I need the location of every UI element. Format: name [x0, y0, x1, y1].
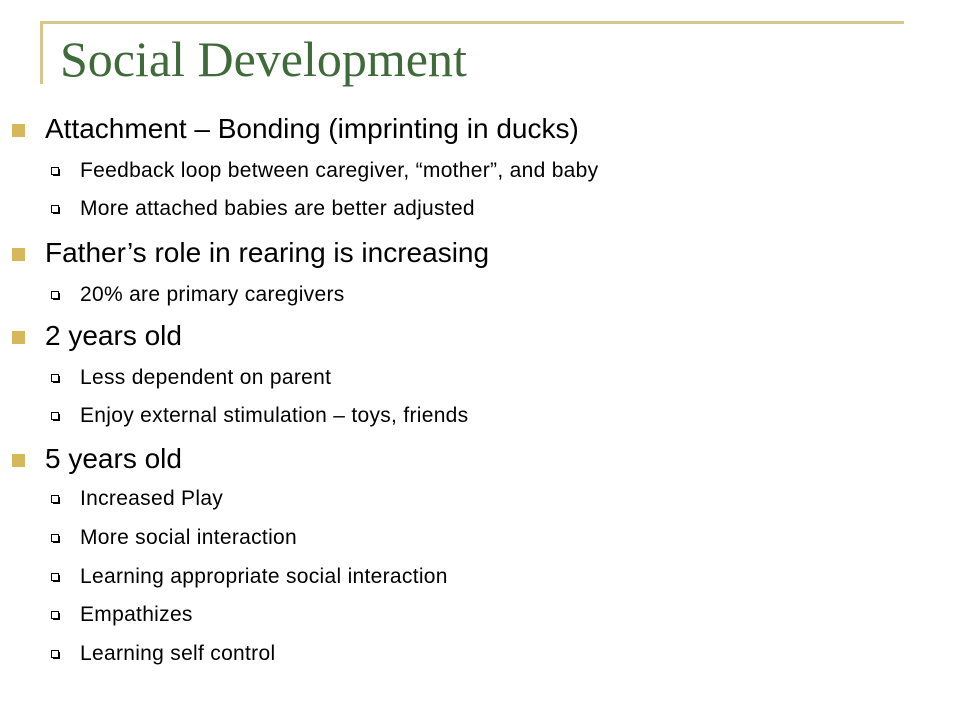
sub-bullet-item	[80, 486, 223, 512]
sub-bullet-item-text: Increased Play	[80, 487, 224, 510]
hollow-square-bullet-icon	[51, 205, 59, 213]
hollow-square-bullet-icon	[51, 291, 59, 299]
hollow-square-bullet-icon	[51, 495, 59, 503]
sub-bullet-item	[80, 282, 345, 308]
sub-bullet-item	[80, 158, 598, 184]
hollow-square-bullet-icon	[51, 573, 59, 581]
bullet-item-text: Attachment – Bonding (imprinting in ducks)	[45, 113, 579, 144]
bullet-item	[45, 442, 182, 476]
hollow-square-bullet-icon	[51, 611, 59, 619]
hollow-square-bullet-icon	[51, 650, 59, 658]
sub-bullet-item-text: Learning self control	[80, 642, 276, 665]
bullet-item	[45, 112, 579, 146]
sub-bullet-item-text: More social interaction	[80, 526, 297, 549]
hollow-square-bullet-icon	[51, 167, 59, 175]
bullet-item	[45, 319, 182, 353]
sub-bullet-item	[80, 564, 448, 590]
bullet-item-text: 5 years old	[45, 443, 182, 474]
sub-bullet-item	[80, 602, 193, 628]
sub-bullet-item	[80, 403, 468, 429]
square-bullet-icon	[12, 248, 25, 261]
bullet-item-text: Father’s role in rearing is increasing	[45, 237, 490, 268]
sub-bullet-item	[80, 196, 475, 222]
sub-bullet-item-text: Less dependent on parent	[80, 366, 332, 389]
hollow-square-bullet-icon	[51, 534, 59, 542]
square-bullet-icon	[12, 331, 25, 344]
square-bullet-icon	[12, 124, 25, 137]
sub-bullet-item	[80, 641, 275, 667]
square-bullet-icon	[12, 454, 25, 467]
sub-bullet-item-text: More attached babies are better adjusted	[80, 197, 475, 220]
sub-bullet-item	[80, 525, 297, 551]
slide-title: Social Development	[60, 31, 467, 87]
bullet-item-text: 2 years old	[45, 320, 182, 351]
sub-bullet-item-text: Learning appropriate social interaction	[80, 565, 448, 588]
hollow-square-bullet-icon	[51, 374, 59, 382]
bullet-item	[45, 236, 489, 270]
sub-bullet-item-text: 20% are primary caregivers	[80, 283, 345, 306]
sub-bullet-item-text: Enjoy external stimulation – toys, friends	[80, 404, 469, 427]
sub-bullet-item-text: Feedback loop between caregiver, “mother”, and baby	[80, 159, 599, 182]
sub-bullet-item-text: Empathizes	[80, 603, 193, 626]
hollow-square-bullet-icon	[51, 412, 59, 420]
sub-bullet-item	[80, 365, 331, 391]
